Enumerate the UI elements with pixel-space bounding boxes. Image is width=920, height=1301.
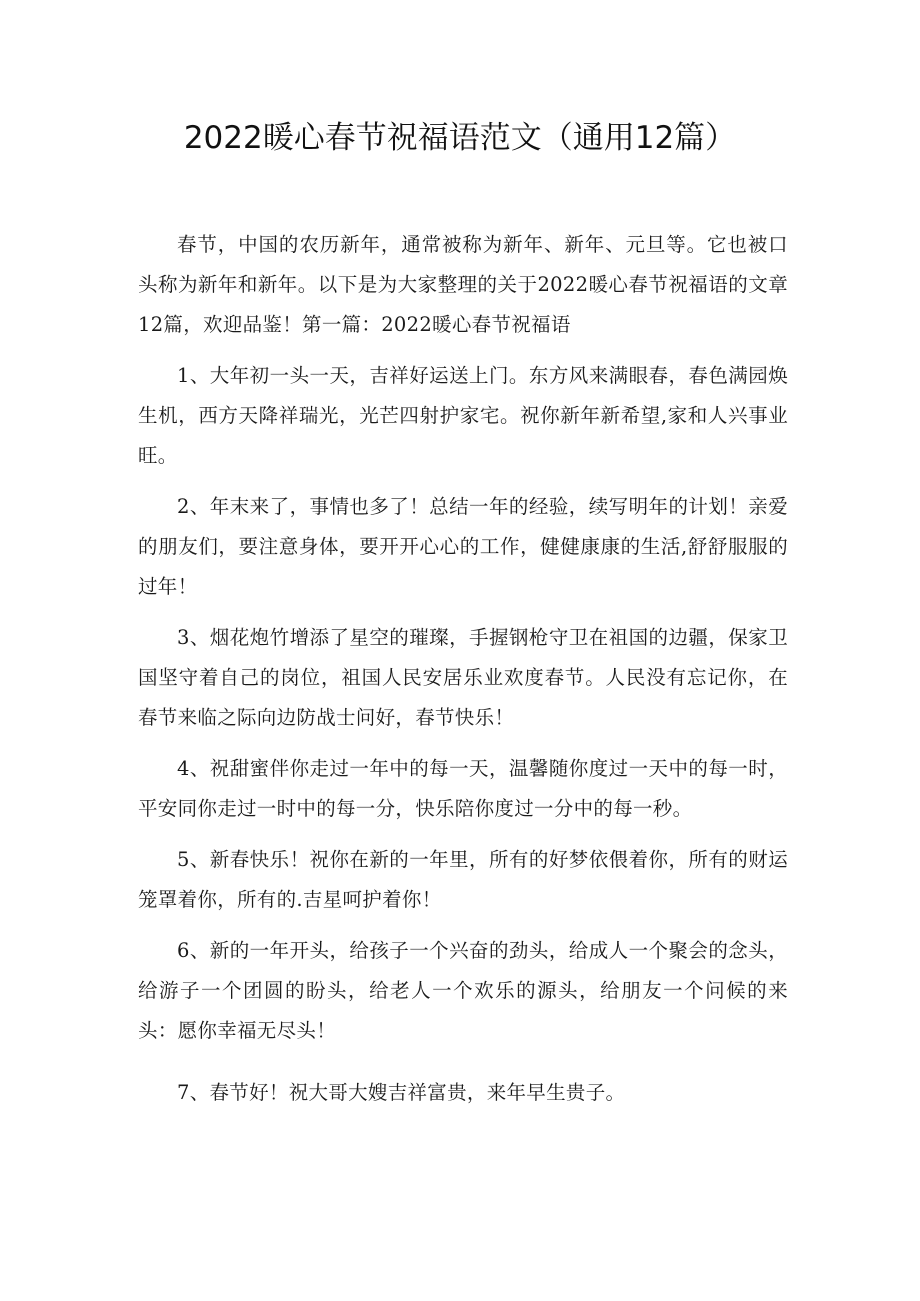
blessing-paragraph-2: 2、年末来了，事情也多了！总结一年的经验，续写明年的计划！亲爱的朋友们，要注意身体，要开开心心的工作，健健康康的生活,舒舒服服的过年！ xyxy=(138,495,788,598)
blessing-paragraph-7: 7、春节好！祝大哥大嫂吉祥富贵，来年早生贵子。 xyxy=(177,1081,626,1104)
blessing-paragraph-3: 3、烟花炮竹增添了星空的璀璨，手握钢枪守卫在祖国的边疆，保家卫国坚守着自己的岗位，祖国人民安居乐业欢度春节。人民没有忘记你，在春节来临之际向边防战士问好，春节快乐！ xyxy=(138,626,788,729)
document-title: 2022暖心春节祝福语范文（通用12篇） xyxy=(183,120,737,156)
document-body xyxy=(138,225,788,1124)
blessing-paragraph-1: 1、大年初一头一天，吉祥好运送上门。东方风来满眼春，春色满园焕生机，西方天降祥瑞光，光芒四射护家宅。祝你新年新希望,家和人兴事业旺。 xyxy=(138,364,788,467)
blessing-paragraph-4: 4、祝甜蜜伴你走过一年中的每一天，温馨随你度过一天中的每一时，平安同你走过一时中的每一分，快乐陪你度过一分中的每一秒。 xyxy=(138,757,788,820)
blessing-paragraph-6: 6、新的一年开头，给孩子一个兴奋的劲头，给成人一个聚会的念头，给游子一个团圆的盼头，给老人一个欢乐的源头，给朋友一个问候的来头：愿你幸福无尽头！ xyxy=(138,939,788,1042)
intro-paragraph: 春节，中国的农历新年，通常被称为新年、新年、元旦等。它也被口头称为新年和新年。以下是为大家整理的关于2022暖心春节祝福语的文章12篇，欢迎品鉴！第一篇：2022暖心春节祝福语 xyxy=(138,233,788,336)
blessing-paragraph-5: 5、新春快乐！祝你在新的一年里，所有的好梦依偎着你，所有的财运笼罩着你，所有的.吉星呵护着你！ xyxy=(138,848,788,911)
